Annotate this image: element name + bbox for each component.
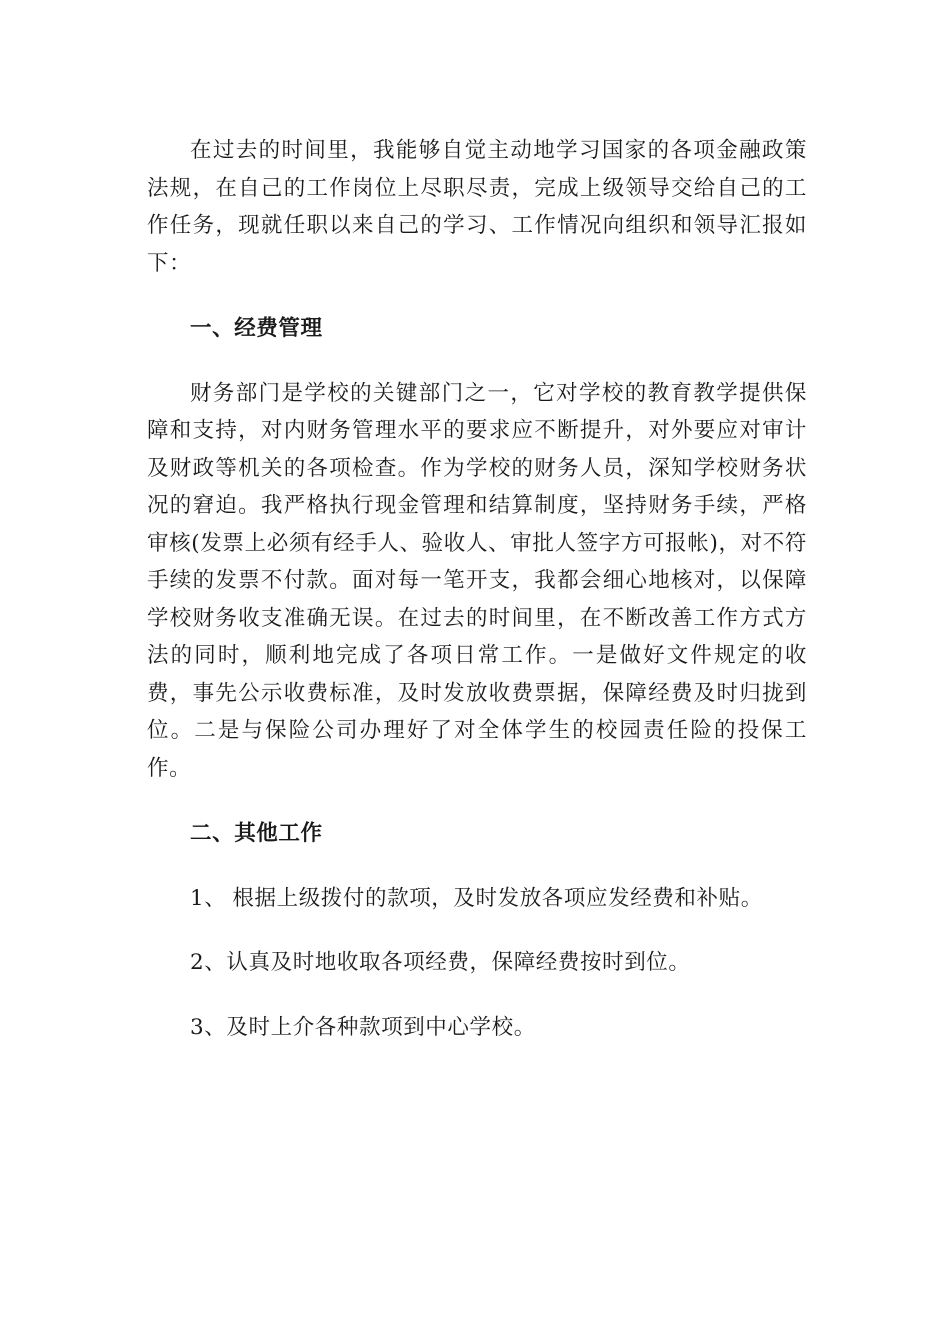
list-item-number: 1、 — [190, 885, 227, 911]
list-item-number: 2、 — [190, 950, 227, 975]
funds-paragraph: 财务部门是学校的关键部门之一，它对学校的教育教学提供保障和支持，对内财务管理水平的要求应不断提升，对外要应对审计及财政等机关的各项检查。作为学校的财务人员，深知学校财务状况的窘迫。我严格执行现金管理和结算制度，坚持财务手续，严格审核(发票上必须有经手人、验收人、审批人签字方可报帐)，对不符手续的发票不付款。面对每一笔开支，我都会细心地核对，以保障学校财务收支准确无误。在过去的时间里，在不断改善工作方式方法的同时，顺利地完成了各项日常工作。一是做好文件规定的收费，事先公示收费标准，及时发放收费票据，保障经费及时归拢到位。二是与保险公司办理好了对全体学生的校园责任险的投保工作。 — [147, 380, 807, 781]
list-item — [147, 880, 807, 918]
document-body — [147, 132, 807, 1073]
list-item-text: 根据上级拨付的款项，及时发放各项应发经费和补贴。 — [232, 885, 763, 911]
section-heading-other: 二、其他工作 — [190, 821, 323, 846]
list-item-text: 认真及时地收取各项经费，保障经费按时到位。 — [226, 950, 691, 975]
list-item — [147, 1009, 807, 1047]
list-item-number: 3、 — [190, 1014, 227, 1040]
intro-paragraph: 在过去的时间里，我能够自觉主动地学习国家的各项金融政策法规，在自己的工作岗位上尽职尽责，完成上级领导交给自己的工作任务，现就任职以来自己的学习、工作情况向组织和领导汇报如下： — [147, 138, 807, 276]
section-heading-funds: 一、经费管理 — [190, 316, 323, 341]
list-item-text: 及时上介各种款项到中心学校。 — [226, 1014, 536, 1040]
list-item — [147, 944, 807, 982]
